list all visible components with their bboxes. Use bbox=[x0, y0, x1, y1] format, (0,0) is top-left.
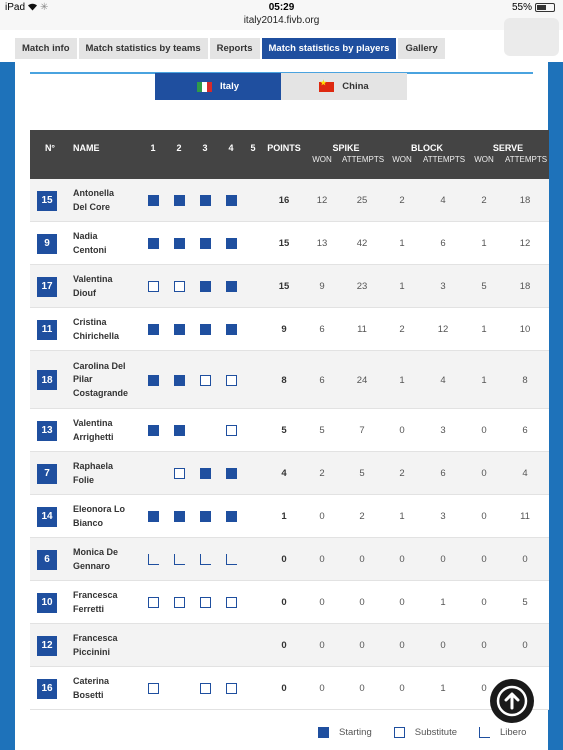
substitute-marker-icon bbox=[148, 597, 159, 608]
stat-spike-att: 11 bbox=[357, 324, 367, 335]
substitute-marker-icon bbox=[174, 281, 185, 292]
stat-block-won: 1 bbox=[399, 374, 405, 386]
italy-flag-icon bbox=[197, 82, 212, 92]
substitute-marker-icon bbox=[200, 683, 211, 694]
stat-block-won: 1 bbox=[399, 511, 405, 522]
legend-substitute bbox=[394, 727, 457, 738]
stat-block-att: 1 bbox=[440, 597, 446, 608]
starting-marker-icon bbox=[226, 281, 237, 292]
player-name-line: Eleonora Lo bbox=[73, 504, 126, 514]
header-number: N° bbox=[44, 143, 56, 153]
tab-gallery[interactable]: Gallery bbox=[398, 38, 444, 59]
page-frame-right bbox=[548, 62, 563, 750]
stat-serve-won: 1 bbox=[481, 324, 487, 335]
substitute-marker-icon bbox=[226, 425, 237, 436]
header-set-3: 3 bbox=[202, 143, 208, 153]
player-number: 15 bbox=[37, 191, 57, 211]
stat-spike-att: 0 bbox=[359, 683, 365, 694]
stat-points: 4 bbox=[281, 468, 287, 479]
battery-indicator bbox=[512, 2, 555, 13]
stat-points: 8 bbox=[281, 374, 287, 386]
header-spike-won: WON bbox=[312, 155, 332, 164]
starting-marker-icon bbox=[226, 238, 237, 249]
stat-serve-att: 5 bbox=[522, 597, 528, 608]
stat-spike-att: 24 bbox=[356, 374, 368, 386]
team-switcher bbox=[155, 73, 407, 100]
player-number: 14 bbox=[37, 507, 57, 527]
player-name-line: Valentina bbox=[73, 418, 113, 428]
player-name-line: Antonella bbox=[73, 188, 115, 198]
starting-marker-icon bbox=[200, 468, 211, 479]
substitute-marker-icon bbox=[174, 597, 185, 608]
player-name-line: Caterina bbox=[73, 676, 110, 686]
header-points: POINTS bbox=[267, 143, 301, 153]
battery-icon bbox=[535, 3, 555, 12]
header-block-attempts: ATTEMPTS bbox=[423, 155, 466, 164]
stat-points: 5 bbox=[281, 425, 287, 436]
player-number: 18 bbox=[37, 370, 57, 390]
player-name-line: Carolina Del bbox=[73, 360, 126, 371]
tab-reports[interactable]: Reports bbox=[210, 38, 260, 59]
loading-icon: ✳ bbox=[40, 2, 49, 13]
stat-points: 0 bbox=[281, 640, 287, 651]
stat-block-won: 0 bbox=[399, 597, 405, 608]
table-row bbox=[30, 667, 549, 710]
player-name[interactable] bbox=[73, 460, 143, 487]
stat-serve-att: 4 bbox=[522, 468, 528, 479]
stat-block-att: 3 bbox=[440, 281, 446, 292]
stat-spike-att: 0 bbox=[359, 554, 365, 565]
player-name[interactable] bbox=[73, 316, 143, 343]
stat-serve-won: 0 bbox=[481, 640, 487, 651]
table-body bbox=[30, 179, 549, 710]
header-block-won: WON bbox=[392, 155, 412, 164]
stat-spike-won: 12 bbox=[316, 195, 328, 206]
substitute-marker-icon bbox=[226, 683, 237, 694]
stat-serve-won: 1 bbox=[481, 374, 487, 386]
player-name[interactable] bbox=[73, 546, 143, 573]
player-name[interactable] bbox=[73, 273, 143, 300]
table-row bbox=[30, 308, 549, 351]
stat-block-att: 1 bbox=[440, 683, 446, 694]
starting-marker-icon bbox=[226, 195, 237, 206]
player-name[interactable] bbox=[73, 187, 143, 214]
player-name-line: Centoni bbox=[73, 244, 107, 255]
table-header bbox=[30, 130, 549, 179]
table-row bbox=[30, 624, 549, 667]
stat-block-att: 4 bbox=[440, 374, 446, 386]
player-name-line: Diouf bbox=[73, 287, 96, 298]
tab-match-info[interactable]: Match info bbox=[15, 38, 77, 59]
starting-marker-icon bbox=[148, 324, 159, 335]
player-number: 13 bbox=[37, 421, 57, 441]
player-name-line: Piccinini bbox=[73, 646, 111, 657]
starting-marker-icon bbox=[226, 324, 237, 335]
player-number: 6 bbox=[37, 550, 57, 570]
player-name-line: Arrighetti bbox=[73, 431, 114, 442]
china-flag-icon bbox=[319, 82, 334, 92]
tab-match-statistics-by-players[interactable]: Match statistics by players bbox=[262, 38, 397, 59]
stat-points: 9 bbox=[281, 324, 287, 335]
libero-marker-icon bbox=[226, 554, 237, 565]
stat-spike-att: 25 bbox=[356, 195, 368, 206]
player-name-line: Raphaela bbox=[73, 461, 114, 471]
player-number: 16 bbox=[37, 679, 57, 699]
stat-block-att: 6 bbox=[440, 238, 446, 249]
stat-serve-att: 10 bbox=[519, 324, 531, 335]
libero-marker-icon bbox=[174, 554, 185, 565]
legend-starting bbox=[318, 727, 372, 738]
starting-marker-icon bbox=[226, 511, 237, 522]
header-spike-attempts: ATTEMPTS bbox=[342, 155, 385, 164]
stat-block-att: 0 bbox=[440, 554, 446, 565]
table-row bbox=[30, 452, 549, 495]
stat-serve-att: 0 bbox=[522, 554, 528, 565]
substitute-marker-icon bbox=[226, 375, 237, 386]
substitute-marker-icon bbox=[200, 597, 211, 608]
stat-spike-att: 0 bbox=[359, 640, 365, 651]
legend-libero bbox=[479, 727, 526, 738]
stat-block-att: 6 bbox=[440, 468, 446, 479]
starting-marker-icon bbox=[174, 425, 185, 436]
table-row bbox=[30, 409, 549, 452]
player-name-line: Monica De bbox=[73, 547, 119, 557]
stat-block-won: 1 bbox=[399, 238, 405, 249]
substitute-marker-icon bbox=[394, 727, 405, 738]
header-set-5: 5 bbox=[250, 143, 256, 153]
substitute-marker-icon bbox=[148, 281, 159, 292]
starting-marker-icon bbox=[174, 238, 185, 249]
starting-marker-icon bbox=[200, 281, 211, 292]
device-name: iPad bbox=[5, 2, 26, 13]
player-name-line: Chirichella bbox=[73, 330, 120, 341]
stat-block-won: 1 bbox=[399, 281, 405, 292]
stat-spike-att: 0 bbox=[359, 597, 365, 608]
starting-marker-icon bbox=[174, 324, 185, 335]
player-number: 9 bbox=[37, 234, 57, 254]
scroll-to-top-button[interactable] bbox=[490, 679, 534, 723]
page-frame-left bbox=[0, 62, 15, 750]
arrow-up-icon bbox=[496, 685, 528, 717]
legend-label: Starting bbox=[339, 727, 372, 738]
libero-marker-icon bbox=[148, 554, 159, 565]
stat-block-won: 0 bbox=[399, 554, 405, 565]
stat-block-att: 3 bbox=[440, 425, 446, 436]
team-label: Italy bbox=[219, 81, 239, 92]
stat-points: 1 bbox=[281, 511, 287, 522]
stat-block-att: 12 bbox=[437, 324, 449, 335]
header-serve-attempts: ATTEMPTS bbox=[505, 155, 548, 164]
stat-points: 15 bbox=[278, 238, 290, 249]
stat-spike-won: 13 bbox=[316, 238, 328, 249]
player-name-line: Ferretti bbox=[73, 603, 105, 614]
stat-block-won: 2 bbox=[399, 324, 405, 335]
stat-block-won: 0 bbox=[399, 640, 405, 651]
starting-marker-icon bbox=[148, 375, 159, 386]
stat-serve-won: 2 bbox=[481, 195, 487, 206]
starting-marker-icon bbox=[148, 425, 159, 436]
player-name[interactable] bbox=[73, 589, 143, 616]
table-row bbox=[30, 581, 549, 624]
stat-points: 0 bbox=[281, 597, 287, 608]
team-label: China bbox=[342, 81, 369, 92]
table-row bbox=[30, 179, 549, 222]
stat-serve-won: 0 bbox=[481, 468, 487, 479]
stat-serve-att: 0 bbox=[522, 640, 528, 651]
team-button-italy[interactable] bbox=[155, 73, 281, 100]
stat-spike-won: 0 bbox=[319, 597, 325, 608]
stat-points: 16 bbox=[278, 195, 290, 206]
header-name: NAME bbox=[73, 143, 100, 153]
table-row bbox=[30, 351, 549, 409]
stat-spike-att: 42 bbox=[356, 238, 368, 249]
stat-spike-att: 7 bbox=[359, 425, 365, 436]
stat-spike-won: 5 bbox=[319, 425, 325, 436]
stat-serve-att: 6 bbox=[522, 425, 528, 436]
stat-serve-att: 12 bbox=[519, 238, 531, 249]
status-bar bbox=[0, 0, 563, 30]
stat-block-won: 2 bbox=[399, 195, 405, 206]
starting-marker-icon bbox=[200, 511, 211, 522]
stat-block-won: 2 bbox=[399, 468, 405, 479]
stat-serve-att: 11 bbox=[520, 511, 530, 522]
starting-marker-icon bbox=[200, 324, 211, 335]
libero-marker-icon bbox=[200, 554, 211, 565]
stat-spike-won: 6 bbox=[319, 324, 325, 335]
player-stats-table bbox=[30, 130, 549, 710]
player-name-line: Bianco bbox=[73, 517, 104, 528]
player-name-line: Del Core bbox=[73, 201, 111, 212]
player-name-line: Francesca bbox=[73, 633, 118, 643]
stat-block-won: 0 bbox=[399, 683, 405, 694]
starting-marker-icon bbox=[148, 195, 159, 206]
player-name-line: Valentina bbox=[73, 274, 113, 284]
stat-spike-won: 0 bbox=[319, 683, 325, 694]
stat-serve-won: 1 bbox=[481, 238, 487, 249]
stat-serve-att: 18 bbox=[519, 281, 531, 292]
player-name[interactable] bbox=[73, 675, 143, 702]
player-name[interactable] bbox=[73, 230, 143, 257]
player-number: 11 bbox=[37, 320, 57, 340]
header-block: BLOCK bbox=[411, 143, 443, 153]
stat-block-att: 4 bbox=[440, 195, 446, 206]
header-set-1: 1 bbox=[150, 143, 156, 153]
player-name-line: Costagrande bbox=[73, 387, 129, 398]
player-number: 17 bbox=[37, 277, 57, 297]
stat-points: 0 bbox=[281, 683, 287, 694]
player-name-line: Bosetti bbox=[73, 689, 104, 700]
stat-points: 0 bbox=[281, 554, 287, 565]
legend bbox=[318, 727, 548, 738]
header-serve: SERVE bbox=[492, 143, 524, 153]
player-number: 10 bbox=[37, 593, 57, 613]
libero-marker-icon bbox=[479, 727, 490, 738]
player-name-line: Francesca bbox=[73, 590, 118, 600]
player-name-line: Pilar bbox=[73, 374, 93, 385]
stat-spike-att: 23 bbox=[356, 281, 368, 292]
header-set-2: 2 bbox=[176, 143, 182, 153]
starting-marker-icon bbox=[174, 375, 185, 386]
stat-serve-won: 0 bbox=[481, 597, 487, 608]
stat-spike-won: 0 bbox=[319, 554, 325, 565]
tab-match-statistics-by-teams[interactable]: Match statistics by teams bbox=[79, 38, 208, 59]
substitute-marker-icon bbox=[200, 375, 211, 386]
stat-spike-won: 0 bbox=[319, 640, 325, 651]
stat-serve-won: 0 bbox=[481, 554, 487, 565]
legend-label: Substitute bbox=[414, 727, 457, 738]
stat-serve-won: 0 bbox=[481, 683, 487, 694]
player-name[interactable] bbox=[73, 360, 143, 401]
stat-spike-won: 2 bbox=[319, 468, 325, 479]
stat-spike-att: 5 bbox=[359, 468, 365, 479]
stat-spike-att: 2 bbox=[359, 511, 365, 522]
substitute-marker-icon bbox=[226, 597, 237, 608]
stat-block-won: 0 bbox=[399, 425, 405, 436]
starting-marker-icon bbox=[200, 195, 211, 206]
starting-marker-icon bbox=[148, 511, 159, 522]
stat-serve-att: 18 bbox=[519, 195, 531, 206]
team-button-china[interactable] bbox=[281, 73, 407, 100]
stat-serve-att: 8 bbox=[522, 374, 528, 386]
table-row bbox=[30, 538, 549, 581]
starting-marker-icon bbox=[174, 511, 185, 522]
starting-marker-icon bbox=[200, 238, 211, 249]
substitute-marker-icon bbox=[174, 468, 185, 479]
battery-percent: 55% bbox=[511, 2, 532, 13]
browser-overlay-button[interactable] bbox=[504, 18, 559, 56]
clock: 05:29 bbox=[268, 2, 295, 13]
stat-serve-won: 0 bbox=[481, 425, 487, 436]
starting-marker-icon bbox=[148, 238, 159, 249]
starting-marker-icon bbox=[174, 195, 185, 206]
player-name-line: Folie bbox=[73, 474, 95, 485]
stat-spike-won: 0 bbox=[319, 511, 325, 522]
tab-bar bbox=[15, 38, 445, 59]
header-serve-won: WON bbox=[474, 155, 494, 164]
address-bar[interactable]: italy2014.fivb.org bbox=[243, 15, 320, 26]
table-row bbox=[30, 265, 549, 308]
stat-points: 15 bbox=[278, 281, 290, 292]
stat-block-att: 0 bbox=[440, 640, 446, 651]
legend-label: Libero bbox=[500, 727, 527, 738]
starting-marker-icon bbox=[318, 727, 329, 738]
player-name-line: Gennaro bbox=[73, 560, 111, 571]
player-name[interactable] bbox=[73, 417, 143, 444]
player-name-line: Cristina bbox=[73, 317, 107, 327]
starting-marker-icon bbox=[226, 468, 237, 479]
substitute-marker-icon bbox=[148, 683, 159, 694]
header-spike: SPIKE bbox=[332, 143, 360, 153]
table-row bbox=[30, 495, 549, 538]
stat-spike-won: 6 bbox=[319, 374, 325, 386]
player-name[interactable] bbox=[73, 503, 143, 530]
stat-serve-won: 5 bbox=[481, 281, 487, 292]
player-number: 12 bbox=[37, 636, 57, 656]
stat-serve-won: 0 bbox=[481, 511, 487, 522]
header-set-4: 4 bbox=[228, 143, 234, 153]
stat-block-att: 3 bbox=[440, 511, 446, 522]
stat-spike-won: 9 bbox=[319, 281, 325, 292]
player-name-line: Nadia bbox=[73, 231, 98, 241]
battery-fill bbox=[537, 5, 546, 10]
table-row bbox=[30, 222, 549, 265]
player-name[interactable] bbox=[73, 632, 143, 659]
player-number: 7 bbox=[37, 464, 57, 484]
